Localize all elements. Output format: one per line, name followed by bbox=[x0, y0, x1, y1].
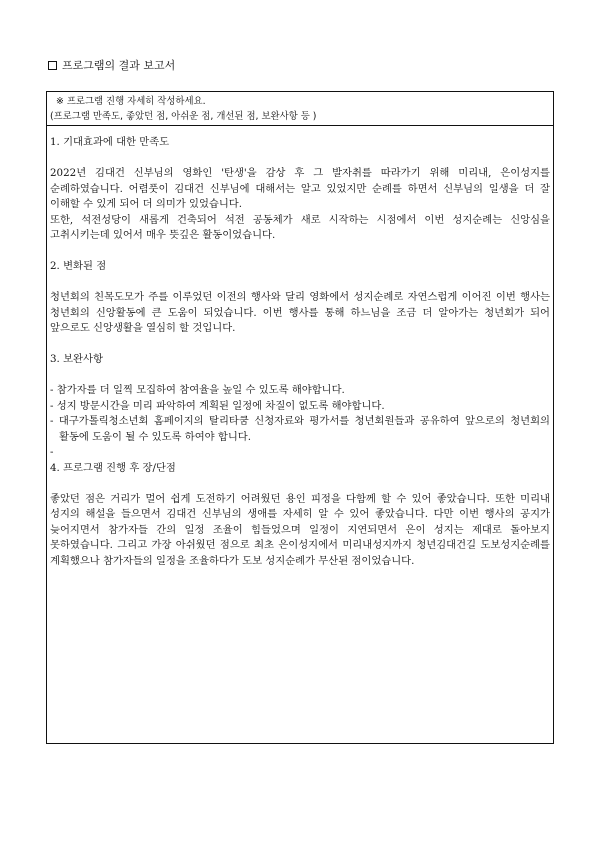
section-title-improvements: 3. 보완사항 bbox=[50, 353, 103, 365]
instruction-line: ※ 프로그램 진행 자세히 작성하세요. bbox=[56, 96, 206, 107]
instruction-categories: (프로그램 만족도, 좋았던 점, 아쉬운 점, 개선된 점, 보완사항 등 ) bbox=[50, 111, 317, 122]
section-title-changes: 2. 변화된 점 bbox=[50, 260, 107, 272]
section-title-satisfaction: 1. 기대효과에 대한 만족도 bbox=[50, 136, 170, 148]
section-title-pros-cons: 4. 프로그램 진행 후 장/단점 bbox=[50, 461, 176, 474]
satisfaction-paragraph: 2022년 김대건 신부님의 영화인 '탄생'을 감상 후 그 발자취를 따라가기 위해 미리내, 은이성지를 순례하였습니다. 어렴풋이 김대건 신부님에 대해서는 알고 있었지만 순례를 하면서 신부님의 일생을 더 잘 이해할 수 있게 되어 더 의미가 있었습니다. bbox=[50, 167, 550, 210]
report-table bbox=[46, 91, 554, 744]
report-content bbox=[47, 126, 553, 569]
improvement-item: - 성지 방문시간을 미리 파악하여 계획된 일정에 차질이 없도록 해야합니다. bbox=[50, 399, 385, 412]
pros-cons-paragraph: 좋았던 점은 거리가 멀어 쉽게 도전하기 어려웠던 용인 피정을 다함께 할 수 있어 좋았습니다. 또한 미리내 성지의 해설을 들으면서 김대건 신부님의 생애를 자세히 알 수 있어 좋았습니다. 다만 이번 행사의 공지가 늦어지면서 참가자들 간의 일정 조율이 힘들었으며 일정이 지연되면서 은이 성지는 제대로 돌아보지 못하였습니다. 그리고 가장 아쉬웠던 점으로 최초 은이성지에서 미리내성지까지 청년김대건길 도보성지순례를 계획했으나 참가자들의 일정을 조율하다가 도보 성지순례가 무산된 점이었습니다. bbox=[50, 492, 550, 567]
changes-paragraph: 청년회의 친목도모가 주를 이루었던 이전의 행사와 달리 영화에서 성지순례로 자연스럽게 이어진 이번 행사는 청년회의 신앙활동에 큰 도움이 되었습니다. 이번 행사를 통해 하느님을 조금 더 알아가는 청년회가 되어 앞으로도 신앙생활을 열심히 할 것입니다. bbox=[50, 291, 550, 334]
improvement-item: - 대구가톨릭청소년회 홈페이지의 탈리타쿰 신청자료와 평가서를 청년회원들과 공유하여 앞으로의 청년회의 활동에 도움이 될 수 있도록 하여야 합니다. bbox=[50, 415, 550, 443]
document-title: 프로그램의 결과 보고서 bbox=[62, 59, 176, 72]
instruction-cell bbox=[47, 92, 553, 126]
satisfaction-paragraph: 또한, 석전성당이 새롭게 건축되어 석전 공동체가 새로 시작하는 시점에서 이번 성지순례는 신앙심을 고취시키는데 있어서 매우 뜻깊은 활동이었습니다. bbox=[50, 213, 550, 241]
document-heading bbox=[48, 57, 175, 73]
improvement-item: - bbox=[50, 446, 54, 458]
improvement-item: - 참가자를 더 일찍 모집하여 참여율을 높일 수 있도록 해야합니다. bbox=[50, 384, 345, 396]
checkbox-icon bbox=[48, 61, 57, 70]
